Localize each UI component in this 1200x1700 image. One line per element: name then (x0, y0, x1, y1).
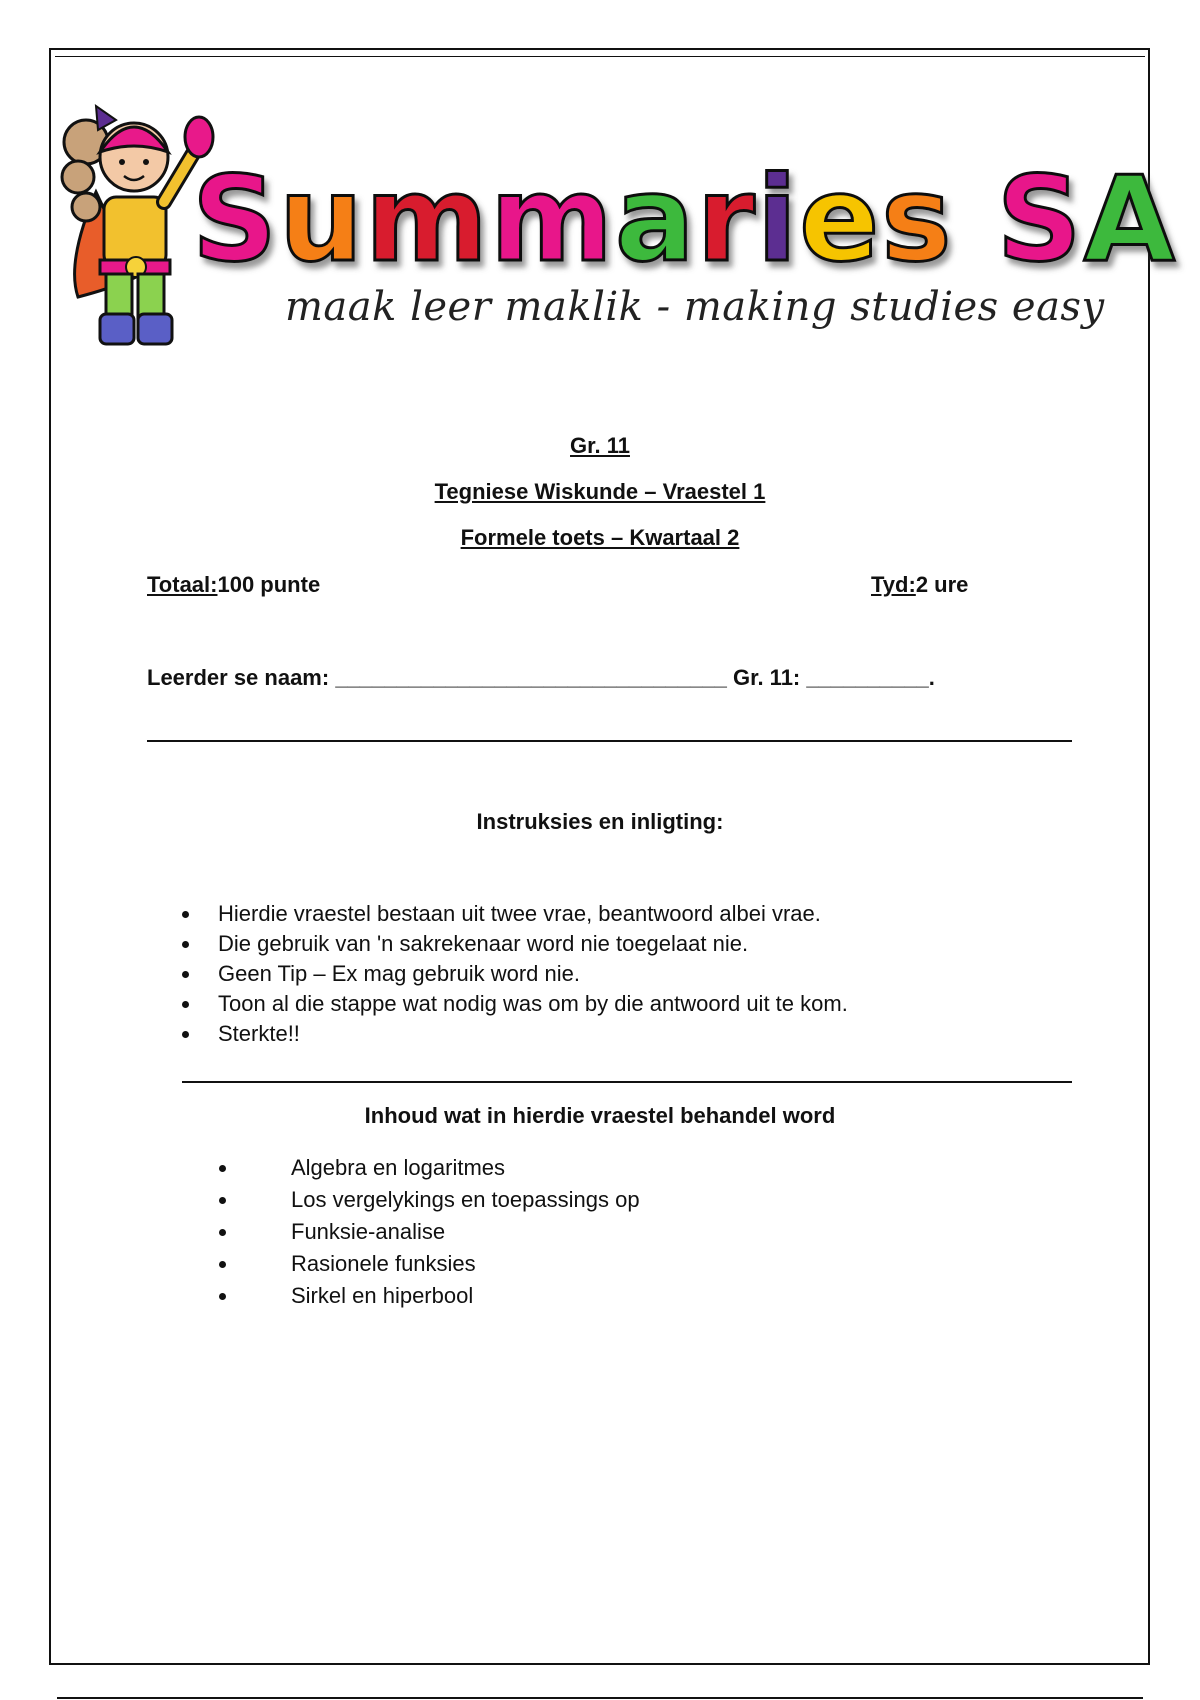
brand-tagline: maak leer maklik - making studies easy (285, 284, 1105, 330)
learner-name-row (147, 665, 935, 691)
time-label: Tyd: (871, 572, 916, 597)
name-blank[interactable]: ________________________________ (335, 665, 727, 690)
time-allowed (871, 572, 968, 598)
name-label: Leerder se naam: (147, 665, 330, 690)
test-title: Formele toets – Kwartaal 2 (460, 525, 740, 550)
total-value: 100 punte (217, 572, 321, 597)
time-value: 2 ure (915, 572, 969, 597)
grade-title: Gr. 11 (570, 433, 630, 458)
top-rule (55, 56, 1145, 57)
total-marks (147, 572, 320, 598)
instructions-heading: Instruksies en inligting: (476, 809, 724, 834)
brand-logo (192, 150, 1177, 290)
svg-text:Summaries SA: Summaries SA (192, 150, 1177, 288)
bullet-icon (182, 971, 189, 978)
total-label: Totaal: (147, 572, 218, 597)
bullet-icon (219, 1261, 226, 1268)
bullet-icon (219, 1293, 226, 1300)
class-label: Gr. 11: (732, 665, 801, 690)
bullet-icon (182, 911, 189, 918)
bullet-icon (182, 941, 189, 948)
class-blank[interactable]: __________. (806, 665, 935, 690)
divider (147, 740, 1072, 742)
bullet-icon (182, 1001, 189, 1008)
bullet-icon (219, 1229, 226, 1236)
divider (182, 1081, 1072, 1083)
bullet-icon (219, 1165, 226, 1172)
content-heading: Inhoud wat in hierdie vraestel behandel word (364, 1103, 836, 1128)
footer-rule (57, 1697, 1143, 1699)
subject-title: Tegniese Wiskunde – Vraestel 1 (434, 479, 766, 504)
bullet-icon (219, 1197, 226, 1204)
bullet-icon (182, 1031, 189, 1038)
